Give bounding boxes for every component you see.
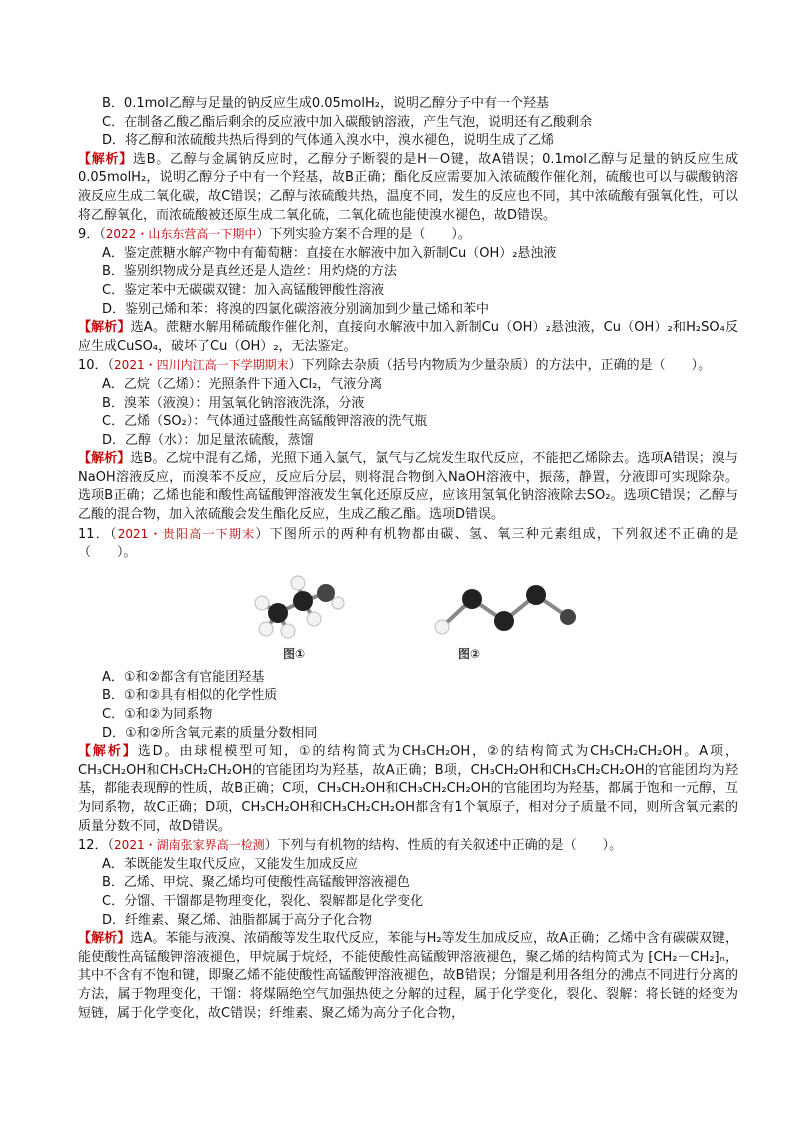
q10-stem bbox=[78, 356, 738, 376]
q12-option-c: C．分馏、干馏都是物理变化，裂化、裂解都是化学变化 bbox=[102, 893, 424, 909]
question-number: 9．（ bbox=[78, 227, 106, 243]
q10-option-c: C．乙烯（SO₂）：气体通过盛酸性高锰酸钾溶液的洗气瓶 bbox=[102, 414, 428, 430]
q12-analysis bbox=[78, 930, 738, 1023]
q8-option-b: B．0.1mol乙醇与足量的钠反应生成0.05molH₂，说明乙醇分子中有一个羟基 bbox=[102, 96, 549, 111]
q11-option-c: C．①和②为同系物 bbox=[102, 707, 213, 723]
analysis-text: 选B。乙烷中混有乙烯，光照下通入氯气，氯气与乙烷发生取代反应，不能把乙烯除去。选项A错误；溴与NaOH溶液反应，而溴苯不反应，反应后分层，则将混合物倒入NaOH溶液中，振荡，静置，分液即可实现除杂。选项B正确；乙烯也能和酸性高锰酸钾溶液发生氧化还原反应，应该用氢氧化钠溶液除去SO₂。选项C错误；乙醇与乙酸的混合物，加入浓硫酸会发生酯化反应，生成乙酸乙酯。选项D错误。 bbox=[78, 451, 738, 523]
q9-option-a: A．鉴定蔗糖水解产物中有葡萄糖：直接在水解液中加入新制Cu（OH）₂悬浊液 bbox=[102, 245, 557, 261]
q10-option-d: D．乙醇（水）：加足量浓硫酸，蒸馏 bbox=[102, 432, 314, 448]
q10-option-a: A．乙烷（乙烯）：光照条件下通入Cl₂，气液分离 bbox=[102, 376, 383, 392]
question-number: 11．（ bbox=[78, 526, 118, 542]
figure-caption-1: 图① bbox=[283, 646, 306, 661]
q11-stem bbox=[78, 525, 738, 563]
question-source: 2021・贵阳高一下期末 bbox=[117, 526, 256, 541]
q12-option-a: A．苯既能发生取代反应，又能发生加成反应 bbox=[102, 856, 358, 872]
question-text: ）下列与有机物的结构、性质的有关叙述中正确的是（ ）。 bbox=[264, 838, 623, 854]
molecule-figures bbox=[78, 573, 738, 665]
question-source: 2022・山东东营高一下期中 bbox=[105, 227, 257, 242]
q12-option-b: B．乙烯、甲烷、聚乙烯均可使酸性高锰酸钾溶液褪色 bbox=[102, 875, 410, 891]
question-text: ）下列除去杂质（括号内物质为少量杂质）的方法中，正确的是（ ）。 bbox=[288, 358, 712, 374]
q11-option-a: A．①和②都含有官能团羟基 bbox=[102, 669, 265, 685]
q12-option-d: D．纤维素、聚乙烯、油脂都属于高分子化合物 bbox=[102, 912, 373, 928]
question-text: ）下图所示的两种有机物都由碳、氢、氧三种元素组成，下列叙述不正确的是（ ）。 bbox=[78, 526, 738, 561]
ethanol-ball-stick-model bbox=[248, 573, 348, 645]
question-text: ）下列实验方案不合理的是（ ）。 bbox=[256, 227, 471, 243]
propanol-ball-stick-model bbox=[428, 577, 588, 639]
q9-option-d: D．鉴别己烯和苯：将溴的四氯化碳溶液分别滴加到少量己烯和苯中 bbox=[102, 301, 490, 317]
document-page bbox=[78, 95, 738, 1023]
q9-stem bbox=[78, 225, 738, 245]
q11-option-b: B．①和②具有相似的化学性质 bbox=[102, 688, 278, 704]
q8-option-d: D．将乙醇和浓硫酸共热后得到的气体通入溴水中，溴水褪色，说明生成了乙烯 bbox=[102, 133, 555, 149]
q8-analysis bbox=[78, 151, 738, 225]
analysis-text: 选D。由球棍模型可知，①的结构简式为CH₃CH₂OH，②的结构简式为CH₃CH₂CH₂OH。A项，CH₃CH₂OH和CH₃CH₂CH₂OH的官能团均为羟基，故A正确；B项，CH₃CH₂OH和CH₃CH₂CH₂OH的官能团均为羟基，都能表现醇的性质，故B正确；C项，CH₃CH₂OH和CH₃CH₂CH₂OH的官能团均为羟基，都属于饱和一元醇，互为同系物，故C正确；D项，CH₃CH₂OH和CH₃CH₂CH₂OH都含有1个氧原子，相对分子质量不同，则所含氧元素的质量分数不同，故D错误。 bbox=[78, 744, 738, 834]
q12-stem bbox=[78, 836, 738, 856]
question-source: 2021・四川内江高一下学期期末 bbox=[114, 358, 289, 373]
analysis-label: 【解析】 bbox=[78, 151, 133, 167]
q9-option-b: B．鉴别织物成分是真丝还是人造丝：用灼烧的方法 bbox=[102, 264, 397, 280]
q11-option-d: D．①和②所含氧元素的质量分数相同 bbox=[102, 725, 318, 741]
analysis-label: 【解析】 bbox=[78, 451, 131, 467]
q9-analysis bbox=[78, 319, 738, 356]
q8-option-c: C．在制备乙酸乙酯后剩余的反应液中加入碳酸钠溶液，产生气泡，说明还有乙酸剩余 bbox=[102, 114, 593, 130]
analysis-text: 选A。苯能与液溴、浓硝酸等发生取代反应，苯能与H₂等发生加成反应，故A正确；乙烯中含有碳碳双键，能使酸性高锰酸钾溶液褪色，甲烷属于烷烃，不能使酸性高锰酸钾溶液褪色，聚乙烯的结构简式为 ⁅CH₂－CH₂⁆ₙ，其中不含有不饱和键，即聚乙烯不能使酸性高锰酸钾溶液褪色，故B错误；分馏是利用各组分的沸点不同进行分离的方法，属于物理变化，干馏：将煤隔绝空气加强热使之分解的过程，属于化学变化，裂化、裂解：将长链的烃变为短链，属于化学变化，故C错误；纤维素、聚乙烯为高分子化合物， bbox=[78, 931, 738, 1021]
question-number: 10．（ bbox=[78, 358, 115, 374]
q11-analysis bbox=[78, 743, 738, 836]
analysis-label: 【解析】 bbox=[78, 320, 131, 336]
question-number: 12．（ bbox=[78, 838, 115, 854]
question-source: 2021・湖南张家界高一检测 bbox=[114, 838, 265, 853]
analysis-label: 【解析】 bbox=[78, 744, 138, 760]
analysis-label: 【解析】 bbox=[78, 931, 131, 947]
q9-option-c: C．鉴定苯中无碳碳双键：加入高锰酸钾酸性溶液 bbox=[102, 282, 385, 298]
figure-caption-2: 图② bbox=[458, 646, 481, 661]
analysis-text: 选B。乙醇与金属钠反应时，乙醇分子断裂的是H－O键，故A错误；0.1mol乙醇与足量的钠反应生成0.05molH₂，说明乙醇分子中有一个羟基，故B正确；酯化反应需要加入浓硫酸作催化剂，硫酸也可以与碳酸钠溶液反应生成二氧化碳，故C错误；乙醇与浓硫酸共热，温度不同，发生的反应也不同，其中浓硫酸有强氧化性，可以将乙醇氧化，而浓硫酸被还原生成二氧化硫，二氧化硫也能使溴水褪色，故D错误。 bbox=[78, 151, 738, 223]
q10-option-b: B．溴苯（液溴）：用氢氧化钠溶液洗涤，分液 bbox=[102, 395, 365, 411]
q10-analysis bbox=[78, 450, 738, 524]
analysis-text: 选A。蔗糖水解用稀硫酸作催化剂，直接向水解液中加入新制Cu（OH）₂悬浊液，Cu（OH）₂和H₂SO₄反应生成CuSO₄，破坏了Cu（OH）₂，无法鉴定。 bbox=[78, 320, 738, 354]
